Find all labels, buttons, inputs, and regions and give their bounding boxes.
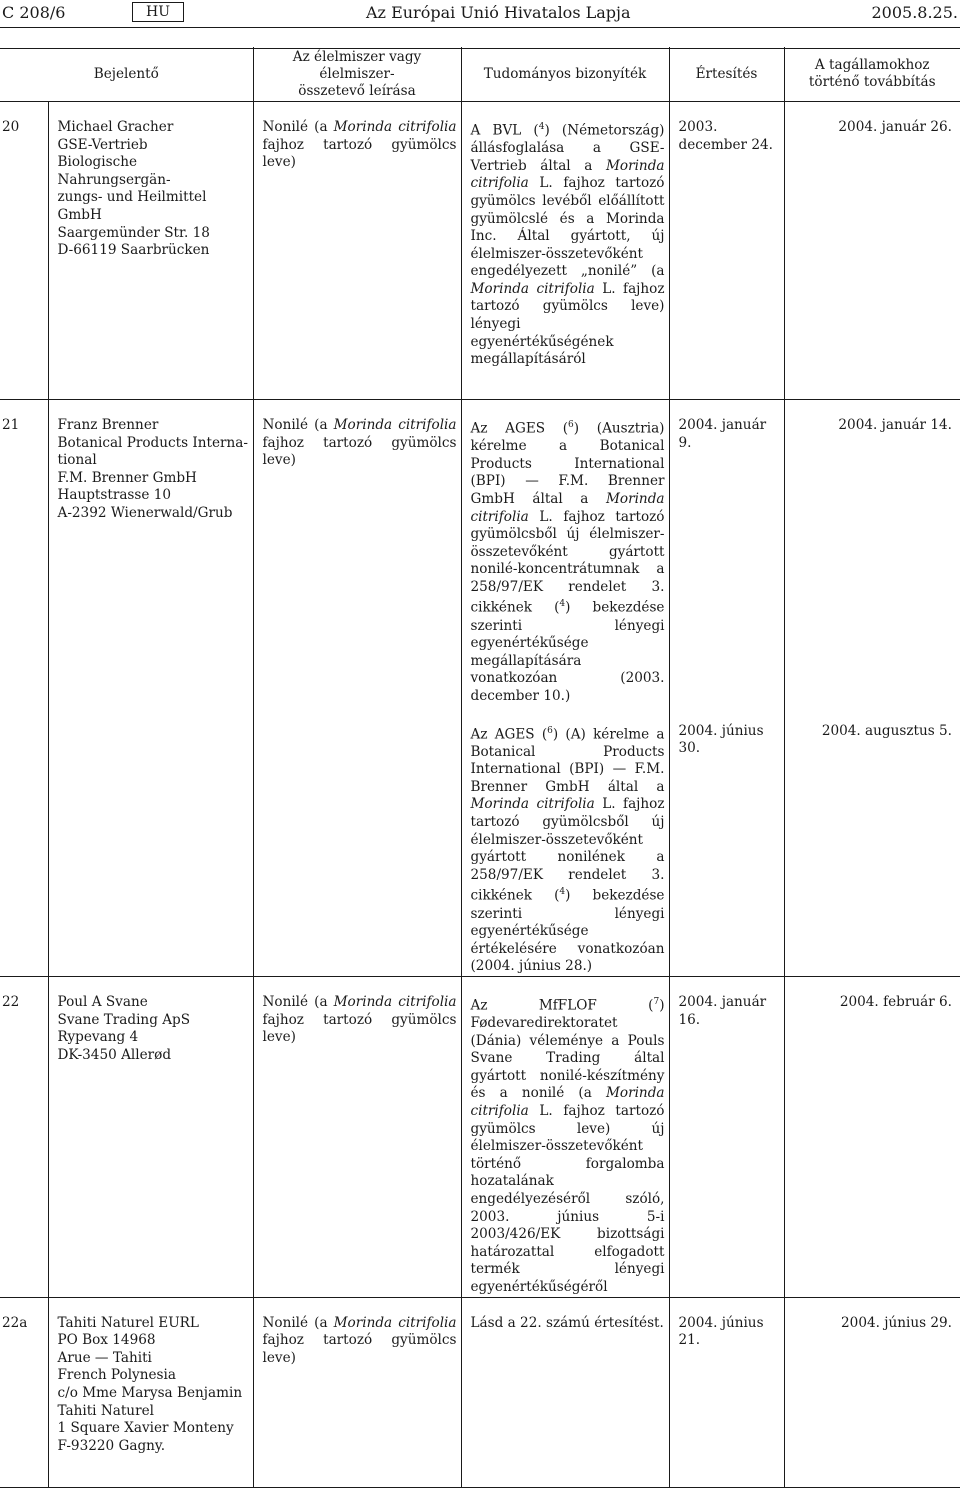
- table-row: [0, 706, 960, 977]
- evidence-cell: A BVL ($^4$) (Németország) állásfoglalása a GSE-Vertrieb által a Morinda citrifolia L. fajhoz tartozó gyümölcs levéből előállított gyümölcslé és a Morinda Inc. Által gyártott, új élelmiszer-összetevőként engedélyezett „nonilé” (a Morinda citrifolia L. fajhoz tartozó gyümölcs leve) lényegi egyenértékűségének megállapításáról: [461, 102, 669, 400]
- notification-table: [0, 47, 960, 1488]
- applicant-line: Tahiti Naturel: [57, 1402, 154, 1419]
- applicant-line: DK-3450 Allerød: [57, 1046, 172, 1063]
- header-rule: [0, 27, 960, 28]
- row-number: [0, 706, 48, 977]
- column-header-applicant: Bejelentő: [0, 47, 253, 102]
- description-cell: [253, 706, 461, 977]
- column-header-evidence: Tudományos bizonyíték: [461, 47, 669, 102]
- applicant-line: D-66119 Saarbrücken: [57, 242, 210, 259]
- applicant-line: Saargemünder Str. 18: [57, 224, 210, 241]
- notification-date: 2003. december 24.: [669, 102, 784, 400]
- page-reference: C 208/6: [2, 3, 66, 22]
- applicant-line: Biologische Nahrungsergän-: [57, 154, 171, 188]
- description-cell: Nonilé (a Morinda citrifolia fajhoz tartozó gyümölcs leve): [253, 976, 461, 1297]
- table-row: [0, 400, 960, 706]
- table-row: [0, 1297, 960, 1487]
- applicant-line: PO Box 14968: [57, 1332, 156, 1349]
- notification-date: 2004. január 16.: [669, 976, 784, 1297]
- applicant-line: c/o Mme Marysa Benjamin: [57, 1384, 243, 1401]
- row-number: 22: [0, 976, 48, 1297]
- notification-date: 2004. június 30.: [669, 706, 784, 977]
- applicant-line: Michael Gracher: [57, 119, 174, 135]
- applicant-line: Hauptstrasse 10: [57, 487, 172, 504]
- applicant-cell: [48, 706, 253, 977]
- applicant-line: Botanical Products Interna-: [57, 434, 248, 451]
- applicant-line: Poul A Svane: [57, 993, 148, 1010]
- row-number: 20: [0, 102, 48, 400]
- publication-date: 2005.8.25.: [871, 3, 958, 22]
- description-cell: Nonilé (a Morinda citrifolia fajhoz tartozó gyümölcs leve): [253, 400, 461, 706]
- applicant-cell: [48, 102, 253, 400]
- table-row: [0, 976, 960, 1297]
- column-header-notification: Értesítés: [669, 47, 784, 102]
- applicant-cell: [48, 400, 253, 706]
- language-badge: HU: [132, 2, 184, 22]
- applicant-line: French Polynesia: [57, 1367, 176, 1384]
- row-number: 21: [2, 417, 20, 433]
- forwarding-date: 2004. június 29.: [784, 1297, 960, 1487]
- applicant-line: GSE-Vertrieb: [57, 136, 148, 153]
- applicant-line: Tahiti Naturel EURL: [57, 1314, 199, 1331]
- forwarding-date: 2004. január 26.: [784, 102, 960, 400]
- description-cell: Nonilé (a Morinda citrifolia fajhoz tartozó gyümölcs leve): [253, 1297, 461, 1487]
- applicant-line: zungs- und Heilmittel GmbH: [57, 189, 207, 223]
- applicant-line: Svane Trading ApS: [57, 1011, 191, 1028]
- applicant-line: Arue — Tahiti: [57, 1349, 152, 1366]
- applicant-cell: [48, 1297, 253, 1487]
- description-cell: Nonilé (a Morinda citrifolia fajhoz tartozó gyümölcs leve): [253, 102, 461, 400]
- evidence-cell: Az MfFLOF ($^7$) Fødevaredirektoratet (Dánia) véleménye a Pouls Svane Trading által gyártott nonilé-készítmény és a nonilé (a Morinda citrifolia L. fajhoz tartozó gyümölcs leve) új élelmiszer-összetevőként történő forgalomba hozatalának engedélyezéséről szóló, 2003. június 5-i 2003/426/EK bizottsági határozattal elfogadott termék lényegi egyenértékűségéről: [461, 976, 669, 1297]
- table-row: [0, 102, 960, 400]
- forwarding-date: 2004. augusztus 5.: [784, 706, 960, 977]
- applicant-line: 1 Square Xavier Monteny: [57, 1420, 234, 1437]
- evidence-cell: Lásd a 22. számú értesítést.: [461, 1297, 669, 1487]
- applicant-line: F-93220 Gagny.: [57, 1437, 166, 1454]
- applicant-line: tional: [57, 452, 97, 469]
- applicant-line: Rypevang 4: [57, 1029, 139, 1046]
- applicant-line: A-2392 Wienerwald/Grub: [57, 504, 233, 521]
- evidence-cell: Az AGES ($^6$) (Ausztria) kérelme a Botanical Products International (BPI) — F.M. Brenner GmbH által a Morinda citrifolia L. fajhoz tartozó gyümölcsből új élelmiszer-összetevőként gyártott nonilé-koncentrátumnak a 258/97/EK rendelet 3. cikkének ($^4$) bekezdése szerinti lényegi egyenértékűsége megállapítására vonatkozóan (2003. december 10.): [461, 400, 669, 706]
- notification-date: 2004. január 9.: [669, 400, 784, 706]
- evidence-cell: Az AGES ($^6$) (A) kérelme a Botanical Products International (BPI) — F.M. Brenner GmbH által a Morinda citrifolia L. fajhoz tartozó gyümölcsből új élelmiszer-összetevőként gyártott nonilének a 258/97/EK rendelet 3. cikkének ($^4$) bekezdése szerinti lényegi egyenértékűsége értékelésére vonatkozóan (2004. június 28.): [461, 706, 669, 977]
- row-number: 22a: [0, 1297, 48, 1487]
- notification-date: 2004. június 21.: [669, 1297, 784, 1487]
- journal-title: Az Európai Unió Hivatalos Lapja: [366, 3, 631, 22]
- applicant-line: F.M. Brenner GmbH: [57, 469, 197, 486]
- page-header: [0, 0, 960, 28]
- table-header-row: [0, 47, 960, 102]
- applicant-cell: [48, 976, 253, 1297]
- column-header-description: Az élelmiszer vagy élelmiszer- összetevő leírása: [253, 47, 461, 102]
- forwarding-date: 2004. február 6.: [784, 976, 960, 1297]
- column-header-forwarding: A tagállamokhoz történő továbbítás: [784, 47, 960, 102]
- forwarding-date: 2004. január 14.: [784, 400, 960, 706]
- applicant-line: Franz Brenner: [57, 417, 159, 433]
